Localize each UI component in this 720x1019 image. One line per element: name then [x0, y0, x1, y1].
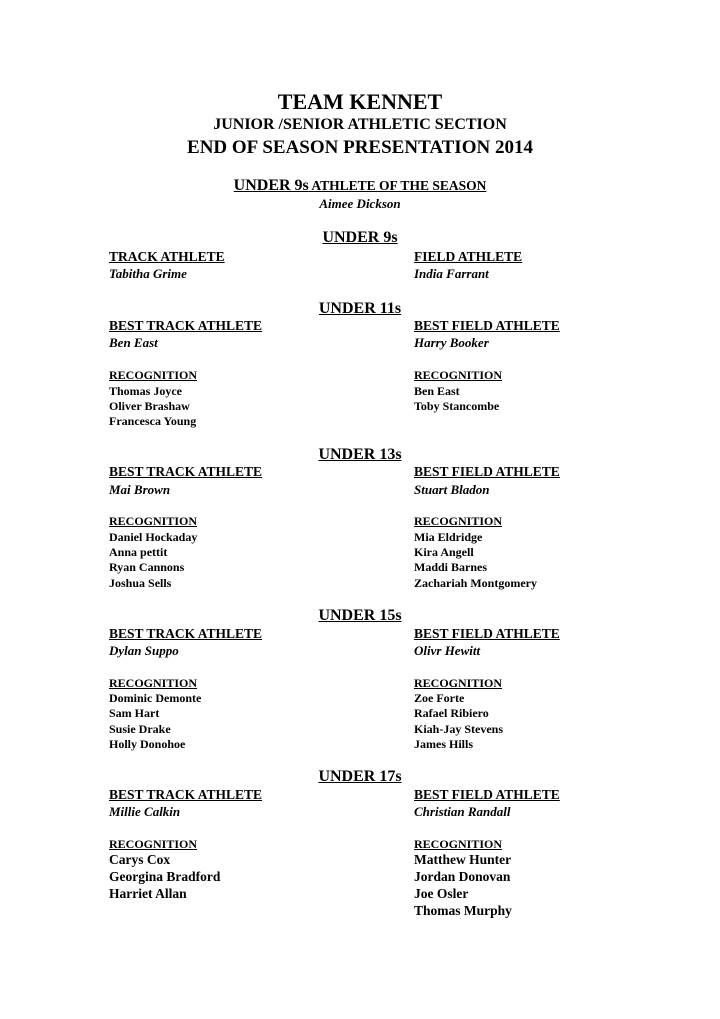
list-item: Harriet Allan	[109, 886, 187, 901]
u11-title: UNDER 11s	[318, 300, 402, 317]
list-item: Joshua Sells	[109, 576, 172, 590]
list-item: Matthew Hunter	[414, 852, 512, 867]
u15-recognition-right-label: RECOGNITION	[414, 676, 503, 690]
list-item: Sam Hart	[109, 706, 160, 720]
list-item: Rafael Ribiero	[414, 706, 489, 720]
u17-title: UNDER 17s	[318, 768, 402, 785]
list-item: Toby Stancombe	[414, 399, 500, 413]
u13-track-name: Mai Brown	[109, 482, 171, 497]
section-subtitle: JUNIOR /SENIOR ATHLETIC SECTION	[213, 116, 507, 133]
list-item: Zoe Forte	[414, 691, 465, 705]
u13-field-name: Stuart Bladon	[414, 482, 490, 497]
u15-title: UNDER 15s	[318, 607, 402, 624]
list-item: Francesca Young	[109, 414, 197, 428]
u11-track-name: Ben East	[109, 335, 158, 350]
u13-recognition-left-label: RECOGNITION	[109, 514, 198, 528]
list-item: Holly Donohoe	[109, 737, 186, 751]
u11-field-label: BEST FIELD ATHLETE	[414, 318, 560, 333]
u15-track-name: Dylan Suppo	[109, 643, 179, 658]
list-item: Daniel Hockaday	[109, 530, 198, 544]
page-title: TEAM KENNET	[277, 89, 443, 114]
u17-track-label: BEST TRACK ATHLETE	[109, 787, 263, 802]
list-item: Ben East	[414, 384, 460, 398]
list-item: James Hills	[414, 737, 473, 751]
u13-title: UNDER 13s	[318, 446, 402, 463]
list-item: Zachariah Montgomery	[414, 576, 537, 590]
list-item: Kira Angell	[414, 545, 474, 559]
list-item: Susie Drake	[109, 722, 171, 736]
athlete-of-season-heading	[0, 177, 720, 195]
athlete-of-season-name: Aimee Dickson	[319, 196, 401, 211]
u11-field-name: Harry Booker	[414, 335, 489, 350]
u9-track-label: TRACK ATHLETE	[109, 249, 225, 264]
list-item: Kiah-Jay Stevens	[414, 722, 504, 736]
u17-recognition-left-label: RECOGNITION	[109, 837, 198, 851]
u11-recognition-right-label: RECOGNITION	[414, 368, 503, 382]
u9-title: UNDER 9s	[322, 229, 398, 246]
list-item: Thomas Murphy	[414, 903, 512, 918]
u17-recognition-right-label: RECOGNITION	[414, 837, 503, 851]
list-item: Thomas Joyce	[109, 384, 182, 398]
list-item: Maddi Barnes	[414, 560, 488, 574]
aots-under-label: UNDER 9s	[233, 177, 309, 194]
u15-field-name: Olivr Hewitt	[414, 643, 481, 658]
u15-recognition-left-label: RECOGNITION	[109, 676, 198, 690]
u17-field-label: BEST FIELD ATHLETE	[414, 787, 560, 802]
u11-recognition-left-label: RECOGNITION	[109, 368, 198, 382]
list-item: Jordan Donovan	[414, 869, 511, 884]
aots-rest-label: ATHLETE OF THE SEASON	[308, 178, 487, 193]
list-item: Georgina Bradford	[109, 869, 221, 884]
list-item: Carys Cox	[109, 852, 171, 867]
u15-field-label: BEST FIELD ATHLETE	[414, 626, 560, 641]
u17-track-name: Millie Calkin	[109, 804, 181, 819]
list-item: Ryan Cannons	[109, 560, 185, 574]
list-item: Anna pettit	[109, 545, 168, 559]
u9-field-name: India Farrant	[414, 266, 489, 281]
u17-field-name: Christian Randall	[414, 804, 511, 819]
u15-track-label: BEST TRACK ATHLETE	[109, 626, 263, 641]
u13-recognition-right-label: RECOGNITION	[414, 514, 503, 528]
list-item: Mia Eldridge	[414, 530, 483, 544]
u11-track-label: BEST TRACK ATHLETE	[109, 318, 263, 333]
u9-field-label: FIELD ATHLETE	[414, 249, 523, 264]
presentation-title: END OF SEASON PRESENTATION 2014	[187, 137, 533, 158]
u13-field-label: BEST FIELD ATHLETE	[414, 464, 560, 479]
list-item: Dominic Demonte	[109, 691, 202, 705]
list-item: Oliver Brashaw	[109, 399, 190, 413]
list-item: Joe Osler	[414, 886, 469, 901]
u13-track-label: BEST TRACK ATHLETE	[109, 464, 263, 479]
u9-track-name: Tabitha Grime	[109, 266, 187, 281]
